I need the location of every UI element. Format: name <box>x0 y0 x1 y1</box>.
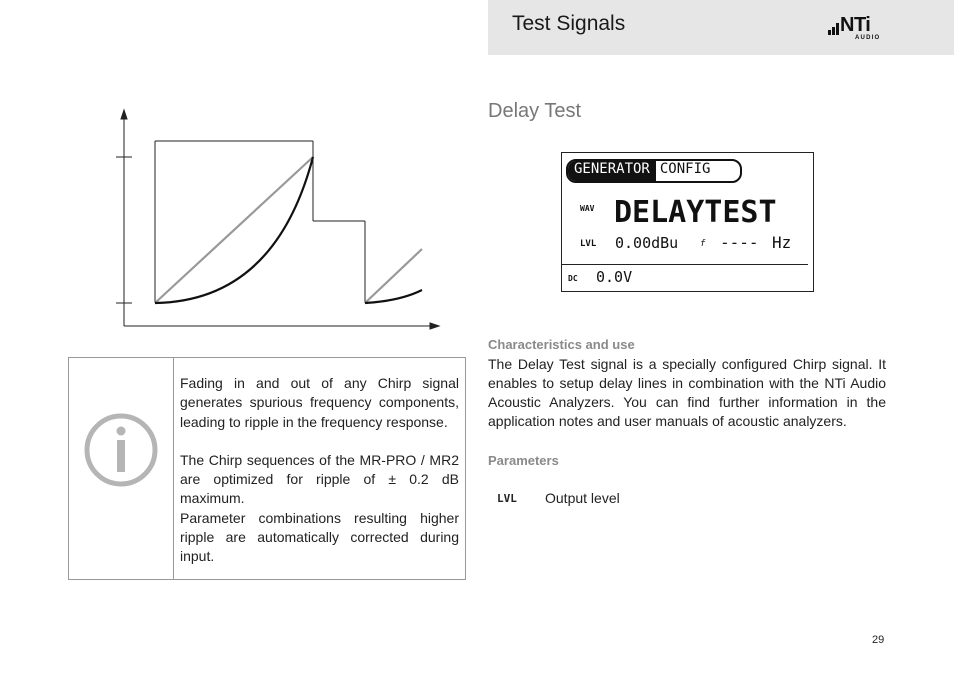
lcd-wav-label: WAV <box>580 204 595 213</box>
tab-generator[interactable]: GENERATOR <box>568 161 654 181</box>
characteristics-heading: Characteristics and use <box>488 337 635 352</box>
tab-config[interactable]: CONFIG <box>654 161 715 181</box>
note-paragraph: The Chirp sequences of the MR-PRO / MR2 are optimized for ripple of ± 0.2 dB maximum. <box>180 451 459 507</box>
parameters-heading: Parameters <box>488 453 559 468</box>
lcd-divider <box>562 264 808 265</box>
characteristics-text: The Delay Test signal is a specially configured Chirp signal. It enables to setup delay lines in combination with the NTi Audio Acoustic Analyzers. You can find further information in the application notes and user manuals of acoustic analyzers. <box>488 356 886 429</box>
y-axis-arrow-icon <box>121 110 127 119</box>
param-lvl-label: LVL <box>497 492 517 505</box>
lcd-display <box>561 152 814 292</box>
logo-main-text: NTi <box>840 14 871 36</box>
lcd-tab-bar <box>566 159 742 183</box>
x-axis-arrow-icon <box>430 323 439 329</box>
note-divider <box>173 358 174 579</box>
info-icon <box>83 412 159 488</box>
lcd-dc-label: DC <box>568 274 578 283</box>
section-title: Delay Test <box>488 100 582 122</box>
lcd-dc-value: 0.0V <box>596 268 633 286</box>
note-box <box>68 357 466 580</box>
page-number: 29 <box>872 634 885 646</box>
lcd-level-value: 0.00dBu <box>615 234 679 252</box>
lcd-freq-label: f <box>700 239 706 249</box>
chirp-waveform-diagram <box>110 105 450 337</box>
lcd-freq-value: ---- <box>720 233 759 252</box>
note-paragraph: Parameter combinations resulting higher ripple are automatically corrected during input. <box>180 509 459 565</box>
note-paragraph: Fading in and out of any Chirp signal generates spurious frequency components, leading to ripple in the frequency response. <box>180 375 459 430</box>
lcd-signal-name: DELAYTEST <box>614 195 777 230</box>
lcd-lvl-label: LVL <box>580 239 597 249</box>
diagram-axes <box>116 110 439 329</box>
nti-audio-logo <box>828 14 888 46</box>
lcd-freq-unit: Hz <box>772 233 792 252</box>
chirp-curve-2 <box>365 290 422 303</box>
page-title: Test Signals <box>512 12 626 35</box>
note-text <box>180 374 459 567</box>
param-lvl-description: Output level <box>545 490 620 506</box>
logo-sub-text: AUDIO <box>855 35 881 41</box>
